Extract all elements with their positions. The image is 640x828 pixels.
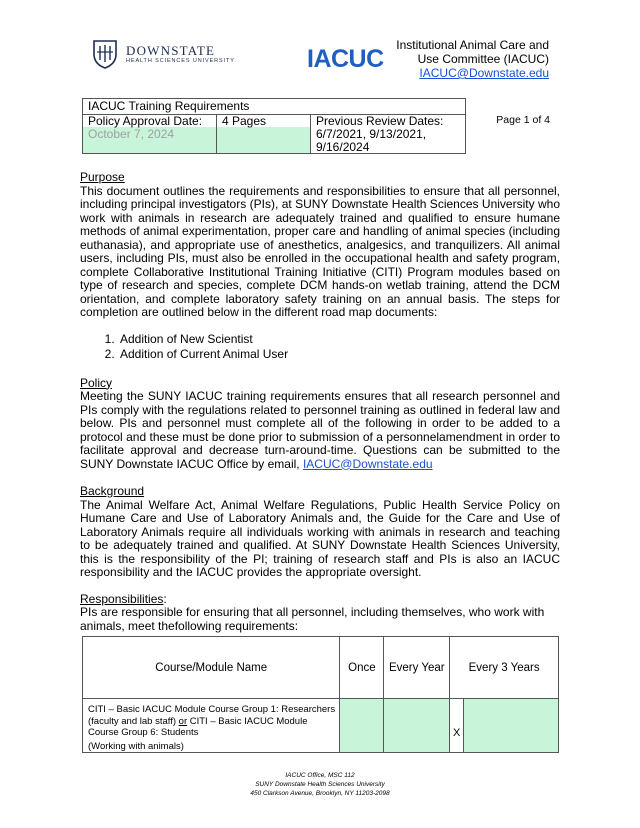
purpose-heading: Purpose	[80, 170, 125, 184]
policy-text	[80, 390, 560, 471]
policy-email-link[interactable]: IACUC@Downstate.edu	[302, 456, 433, 471]
requirements-title: IACUC Training Requirements	[83, 99, 465, 115]
every-3-years-mark: X	[450, 699, 464, 753]
header-email-link[interactable]: IACUC@Downstate.edu	[419, 66, 549, 80]
review-label: Previous Review Dates:	[316, 114, 444, 128]
list-item: 2. Addition of Current Animal User	[118, 347, 560, 363]
course-part-2: CITI – Basic IACUC Module Course Group 6: Students	[88, 715, 308, 738]
responsibilities-text: PIs are responsible for ensuring that all personnel, including themselves, who work with animals, meet thefollowing requirements:	[80, 605, 545, 633]
course-description	[83, 699, 339, 752]
responsibilities-colon: :	[163, 591, 167, 606]
inst-line-1: Institutional Animal Care and	[396, 38, 549, 52]
list-item: 1. Addition of New Scientist	[118, 332, 560, 348]
course-or: or	[178, 715, 188, 727]
course-note: (Working with animals)	[88, 740, 184, 752]
roadmap-list	[118, 332, 560, 363]
pages-cell	[217, 115, 311, 153]
course-table	[82, 636, 559, 753]
col-course-name: Course/Module Name	[83, 637, 340, 699]
document-body	[80, 171, 560, 633]
responsibilities-heading	[80, 593, 167, 607]
policy-heading: Policy	[80, 375, 113, 390]
requirements-row	[83, 115, 465, 153]
downstate-logo	[90, 38, 250, 70]
approval-date: October 7, 2024	[88, 127, 175, 141]
once-cell	[340, 699, 384, 753]
responsibilities-title: Responsibilities	[80, 591, 164, 606]
footer-line-2: SUNY Downstate Health Sciences University	[255, 781, 385, 788]
pages-count: 4 Pages	[222, 114, 267, 128]
downstate-shield-icon	[90, 38, 120, 70]
footer-line-1: IACUC Office, MSC 112	[285, 772, 355, 779]
review-dates: 6/7/2021, 9/13/2021, 9/16/2024	[316, 127, 427, 154]
purpose-text: This document outlines the requirements and responsibilities to ensure that all personnel, including principal investigators (PIs), at SUNY Downstate Health Sciences University who work with animals in research are adequately trained and qualified to ensure humane methods of animal experimentation, proper care and handling of animal species (including euthanasia), and appropriate use of anesthetics, analgesics, and tranquilizers. All animal users, including PIs, must also be enrolled in the occupational health and safety program, complete Collaborative Institutional Training Initiative (CITI) Program modules based on type of research and species, complete DCM hands-on wetlab training, attend the DCM orientation, and complete laboratory safety training on an annual basis. The steps for completion are outlined below in the different road map documents:	[80, 183, 560, 319]
iacuc-logo: IACUC	[307, 45, 384, 73]
approval-cell	[83, 115, 217, 153]
pages-highlight	[217, 127, 310, 153]
every-year-cell	[384, 699, 450, 753]
policy-body: Meeting the SUNY IACUC training requirements ensures that all research personnel and PIs comply with the regulations related to personnel training as outlined in federal law and below. PIs and personnel must complete all of the following in order to be added to a protocol and these must be done prior to submission of a personnelamendment in order to facilitate approval and decrease turn-around-time. Questions can be submitted to the SUNY Downstate IACUC Office by email,	[80, 389, 560, 471]
institution-block	[396, 38, 549, 80]
col-every-3-years: Every 3 Years	[450, 637, 559, 699]
course-name-cell	[83, 699, 340, 753]
inst-line-2: Use Committee (IACUC)	[417, 52, 549, 66]
col-every-year: Every Year	[384, 637, 450, 699]
background-heading: Background	[80, 484, 145, 498]
background-text: The Animal Welfare Act, Animal Welfare Regulations, Public Health Service Policy on Humane Care and Use of Laboratory Animals and, the Guide for the Care and Use of Laboratory Animals require all individuals working with animals in research and teaching to be adequately trained and qualified. At SUNY Downstate Health Sciences University, this is the responsibility of the PI; training of research staff and PIs is also an IACUC responsibility and the IACUC provides the appropriate oversight.	[80, 497, 560, 579]
page-number: Page 1 of 4	[496, 114, 550, 126]
page-footer	[0, 771, 640, 798]
table-row	[83, 699, 559, 753]
org-name: DOWNSTATE	[126, 43, 216, 58]
every-3-years-cell	[464, 699, 559, 753]
footer-line-3: 450 Clarkson Avenue, Brooklyn, NY 11203-2098	[250, 790, 390, 797]
course-table-header	[83, 637, 559, 699]
col-once: Once	[340, 637, 384, 699]
approval-label: Policy Approval Date:	[88, 115, 203, 128]
org-subtitle: HEALTH SCIENCES UNIVERSITY	[126, 58, 235, 64]
requirements-table	[82, 98, 466, 154]
review-cell	[311, 115, 465, 153]
course-part-1: CITI – Basic IACUC Module Course Group 1: Researchers (faculty and lab staff)	[88, 704, 336, 727]
